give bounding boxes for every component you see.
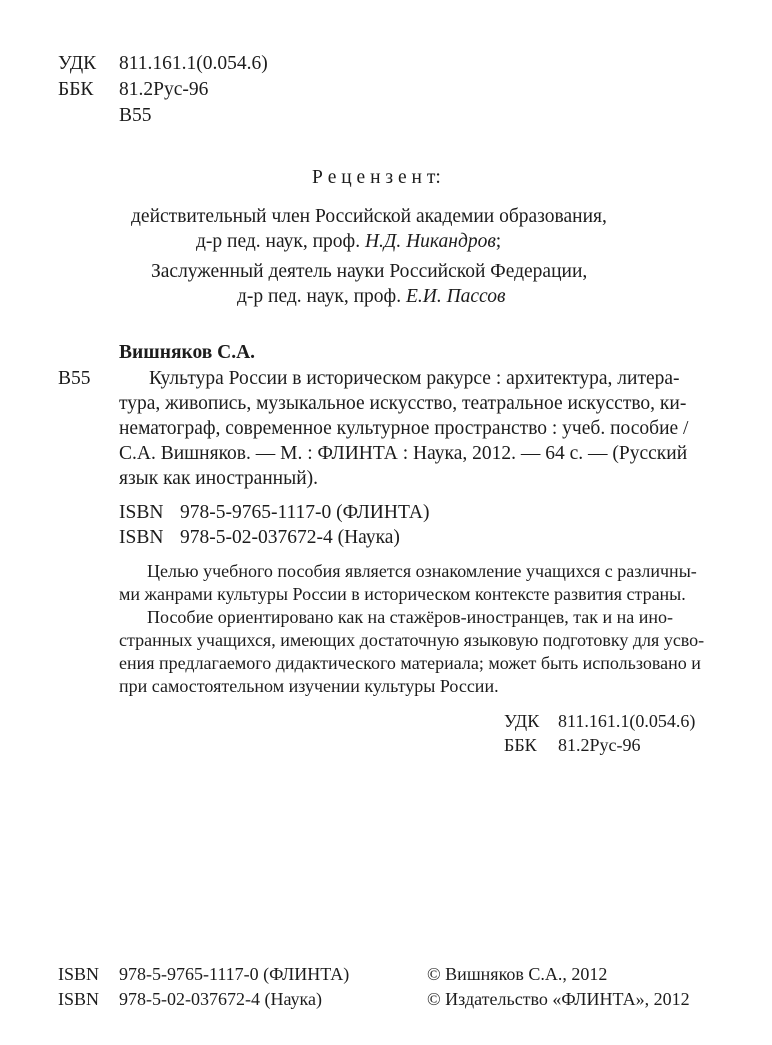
footer-isbn-value: 978-5-02-037672-4 (Наука) [119,989,323,1009]
reviewer-1-degree-text: д-р пед. наук, проф. [196,231,365,252]
catalog-line: С.А. Вишняков. — М. : ФЛИНТА : Наука, 2012. — 64 с. — (Русский [119,443,688,464]
catalog-line: тура, живопись, музыкальное искусство, театральное искусство, ки- [119,393,687,414]
udk-label: УДК [58,53,97,74]
bbk-label-bottom: ББК [504,735,537,755]
annotation-line: ми жанрами культуры России в историческом контексте развития страны. [119,584,686,604]
udk-value-bottom: 811.161.1(0.054.6) [558,711,696,731]
catalog-author: Вишняков С.А. [119,342,256,363]
bbk-label: ББК [58,79,94,100]
catalog-mark: В55 [58,368,91,389]
copyright-author: © Вишняков С.А., 2012 [427,964,608,984]
annotation-line: Целью учебного пособия является ознакомление учащихся с различны- [147,561,697,581]
annotation-line: при самостоятельном изучении культуры России. [119,676,499,696]
footer-isbn-label: ISBN [58,989,100,1009]
footer-isbn-label: ISBN [58,964,100,984]
catalog-isbn-value: 978-5-02-037672-4 (Наука) [180,527,400,548]
catalog-line: Культура России в историческом ракурсе : архитектура, литера- [149,368,680,389]
catalog-isbn-label: ISBN [119,502,164,523]
reviewer-1-suffix: ; [495,231,502,252]
reviewer-2-degree-text: д-р пед. наук, проф. [237,286,406,307]
footer-isbn-value: 978-5-9765-1117-0 (ФЛИНТА) [119,964,350,984]
annotation-line: странных учащихся, имеющих достаточную языковую подготовку для усво- [119,630,705,650]
reviewer-1-title: действительный член Российской академии образования, [131,206,607,227]
udk-value: 811.161.1(0.054.6) [119,53,268,74]
bbk-value: 81.2Рус-96 [119,79,209,100]
annotation-line: ения предлагаемого дидактического материала; может быть использовано и [119,653,701,673]
reviewers-heading: Р е ц е н з е н т: [312,167,441,188]
reviewer-1-name: Н.Д. Никандров [364,231,496,252]
author-mark: В55 [119,105,152,126]
reviewer-1-degree [196,232,501,252]
reviewer-2-name: Е.И. Пассов [405,286,506,307]
udk-label-bottom: УДК [504,711,540,731]
bbk-value-bottom: 81.2Рус-96 [558,735,641,755]
copyright-publisher: © Издательство «ФЛИНТА», 2012 [427,989,690,1009]
catalog-line: нематограф, современное культурное пространство : учеб. пособие / [119,418,689,439]
catalog-line: язык как иностранный). [119,468,319,489]
catalog-isbn-label: ISBN [119,527,164,548]
reviewer-2-degree [237,287,505,307]
annotation-line: Пособие ориентировано как на стажёров-иностранцев, так и на ино- [147,607,674,627]
reviewer-2-title: Заслуженный деятель науки Российской Федерации, [151,261,588,282]
catalog-isbn-value: 978-5-9765-1117-0 (ФЛИНТА) [180,502,430,523]
